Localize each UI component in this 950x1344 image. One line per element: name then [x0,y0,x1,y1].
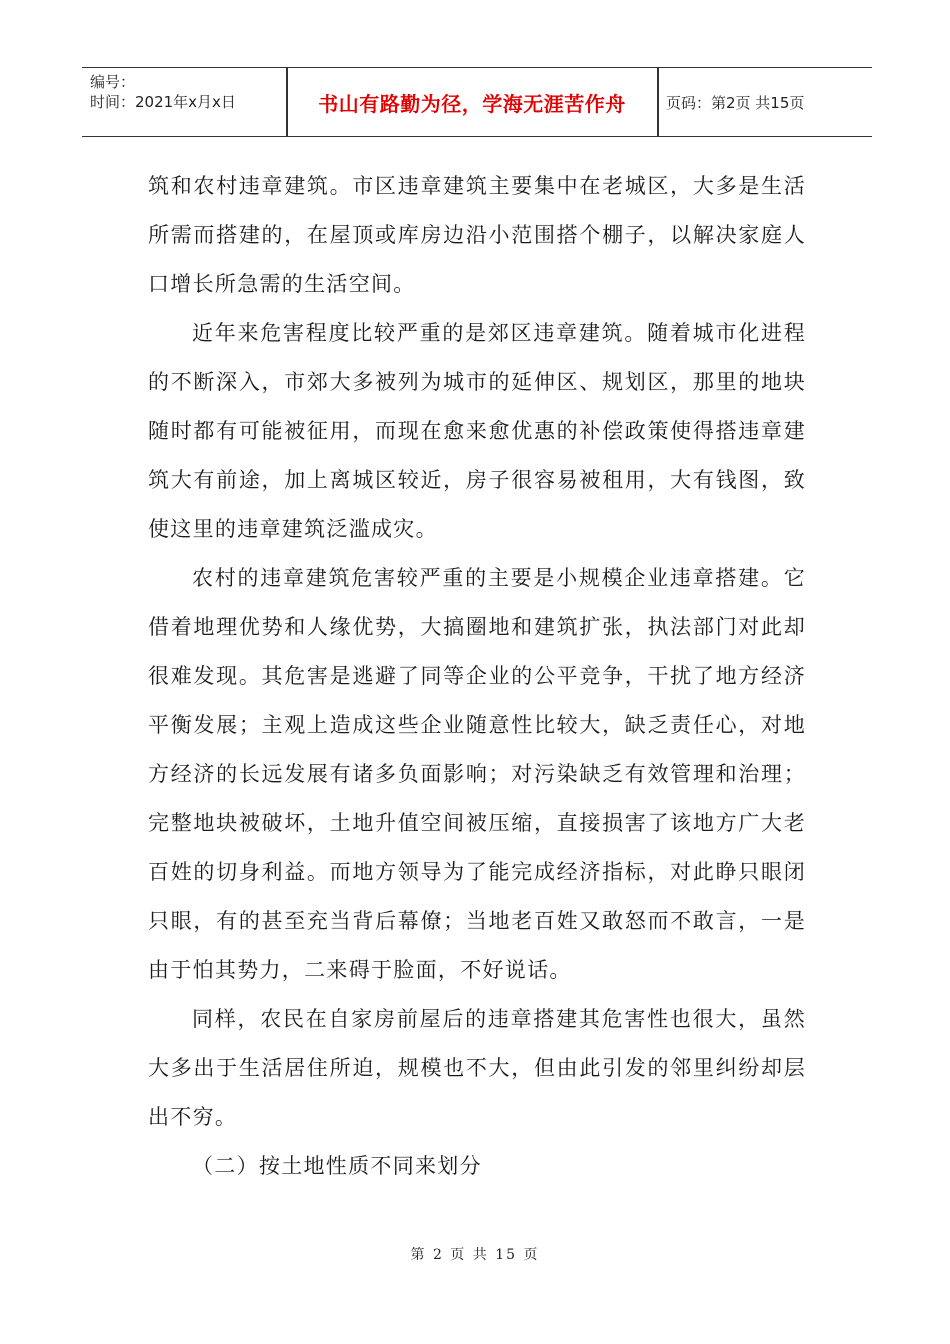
document-header [82,67,872,137]
paragraph: 近年来危害程度比较严重的是郊区违章建筑。随着城市化进程的不断深入，市郊大多被列为城市的延伸区、规划区，那里的地块随时都有可能被征用，而现在愈来愈优惠的补偿政策使得搭违章建筑大有前途，加上离城区较近，房子很容易被租用，大有钱图，致使这里的违章建筑泛滥成灾。 [148,321,806,541]
document-body [148,162,806,1191]
page-footer: 第 2 页 共 15 页 [410,1247,540,1263]
paragraph: 农村的违章建筑危害较严重的主要是小规模企业违章搭建。它借着地理优势和人缘优势，大搞圈地和建筑扩张，执法部门对此却很难发现。其危害是逃避了同等企业的公平竞争，干扰了地方经济平衡发展；主观上造成这些企业随意性比较大，缺乏责任心，对地方经济的长远发展有诸多负面影响；对污染缺乏有效管理和治理；完整地块被破坏，土地升值空间被压缩，直接损害了该地方广大老百姓的切身利益。而地方领导为了能完成经济指标，对此睁只眼闭只眼，有的甚至充当背后幕僚；当地老百姓又敢怒而不敢言，一是由于怕其势力，二来碍于脸面，不好说话。 [148,566,806,982]
header-motto: 书山有路勤为径，学海无涯苦作舟 [318,91,626,116]
paragraph-continuation: 筑和农村违章建筑。市区违章建筑主要集中在老城区，大多是生活所需而搭建的，在屋顶或库房边沿小范围搭个棚子，以解决家庭人口增长所急需的生活空间。 [148,174,806,296]
header-page-label: 页码：第2页 共15页 [666,93,805,112]
header-divider-right [657,68,659,136]
section-heading: （二）按土地性质不同来划分 [192,1154,482,1178]
header-meta [90,72,286,112]
header-time-label: 时间：2021年x月x日 [90,93,236,111]
header-number-label: 编号： [90,73,136,91]
paragraph: 同样，农民在自家房前屋后的违章搭建其危害性也很大，虽然大多出于生活居住所迫，规模也不大，但由此引发的邻里纠纷却层出不穷。 [148,1007,806,1129]
